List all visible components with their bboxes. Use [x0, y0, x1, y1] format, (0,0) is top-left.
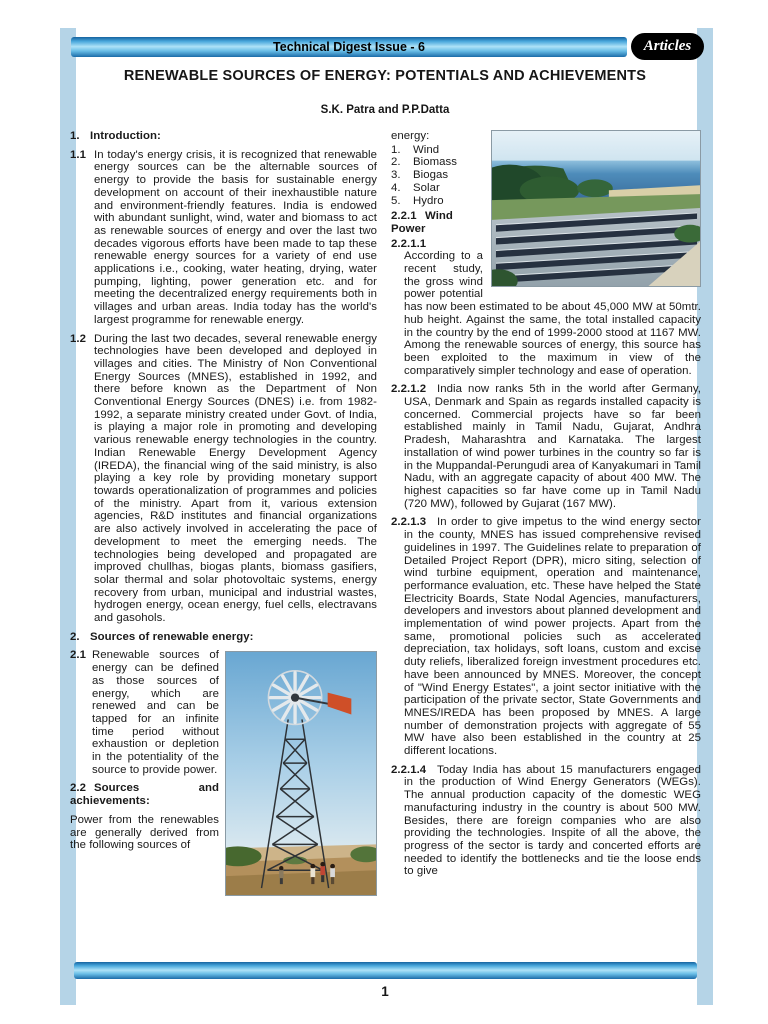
section-heading-introduction — [70, 130, 377, 143]
paragraph-text: In today's energy crisis, it is recognized that renewable energy sources can be the alternable sources of energy to provide the basis for sustainable energy development on account of their inexhaustible nature and environment-friendly features. India is endowed with abundant sunlight, wind, water and biomass to act as renewable sources of energy and over the last two decades vigorous efforts have been made to tap these renewable energy sources for a variety of end use applications i.e., cooking, water heating, drying, water pumping, lighting, power generation etc. and for meeting the decentralized energy requirements both in villages and urban areas. India today has the world's largest programme for renewable energy. — [94, 148, 377, 326]
paragraph-number: 2.2.1.1 — [391, 237, 427, 250]
paragraph-2-2-1-2 — [391, 383, 701, 510]
page-number: 1 — [381, 984, 389, 999]
paragraph-number: 2.2.1.2 — [391, 383, 427, 396]
header-bar — [71, 37, 627, 57]
column-right — [391, 130, 701, 884]
list-label: Solar — [413, 181, 440, 194]
header-title: Technical Digest Issue - 6 — [273, 40, 425, 54]
section-number: 2. — [70, 630, 80, 643]
paragraph-text: Renewable sources of energy can be defined as those sources of energy, which are renewed and can be tapped for an infinite time period without exhaustion or depletion in the potentiality of the source to provide power. — [92, 649, 219, 776]
coastal-photo — [491, 130, 701, 287]
paragraph-2-2-1-4 — [391, 764, 701, 878]
list-label: Hydro — [413, 194, 444, 207]
footer-bar — [74, 962, 697, 979]
paragraph-number: 1.2 — [70, 332, 86, 345]
paragraph-number: 2.2.1.3 — [391, 516, 427, 529]
paragraph-number: 2.2.1.4 — [391, 763, 427, 776]
section-title: Sources and achievements: — [70, 782, 219, 808]
paragraph-text: In order to give impetus to the wind energy sector in the county, MNES has issued comprehensive revised guidelines in 1997. The Guidelines relate to preparation of Detailed Project Report (DPR), micro siting, selection of wind turbine equipment, operation and maintenance, performance evaluation, etc. These have helped the State Electricity Boards, State Nodal Agencies, manufacturers, developers and investors about planned development and implementation of wind power projects. Apart from the same, promotional policies such as accelerated depreciation, tax holidays, soft loans, custom and excise duty reliefs, liberalized foreign investment procedures etc. have been announced by MNES. Moreover, the concept of "Wind Energy Estates", a joint sector initiative with the participation of the private sector, State Governments and MNES/IREDA has been proposed by MNES. A large number of demonstration projects with aggregate of 55 MW have also been established in the country at 25 different locations. — [404, 516, 701, 758]
articles-badge-label: Articles — [643, 38, 692, 54]
paragraph-1-1 — [70, 149, 377, 327]
list-number: 4. — [391, 181, 401, 194]
section-number: 2.2 — [70, 782, 86, 795]
list-number: 3. — [391, 169, 401, 182]
paragraph-number: 2.1 — [70, 649, 86, 662]
section-heading-sources — [70, 631, 377, 644]
windmill-photo — [225, 651, 377, 896]
paragraph-1-2 — [70, 333, 377, 625]
paragraph-text: India now ranks 5th in the world after Germany, USA, Denmark and Spain as regards installed capacity is concerned. Commercial projects have so far been established mainly in Tamil Nadu, Gujarat, Andhra Pradesh, Maharashtra and Karnataka. The largest installation of wind power turbines in the country so far is in the Muppandal-Perungudi area of Kanyakumari in Tamil Nadu, with an aggregate capacity of about 400 MW. The highest capacities so far have come up in Tamil Nadu (720 MW), followed by Gujarat (167 MW). — [404, 383, 701, 510]
list-number: 5. — [391, 194, 401, 207]
paragraph-power-sources: Power from the renewables are generally derived from the following sources of — [70, 813, 219, 852]
list-number: 1. — [391, 143, 401, 156]
section-title: Wind Power — [391, 210, 453, 235]
windmill-photo-image — [226, 652, 376, 895]
section-title: Introduction: — [90, 130, 161, 142]
paragraph-text: During the last two decades, several renewable energy technologies have been developed and deployed in villages and cities. The Ministry of Non Conventional Energy Sources (MNES), established in 1992, and there before known as the Department of Non Conventional Energy Sources (DNES) i.e. from 1982-1992, a separate ministry created under Govt. of India, is playing a major role in promoting and developing various renewable energy technologies in the country. Indian Renewable Energy Development Agency (IREDA), the financial wing of the said ministry, is also playing a key role by providing monetary support towards operationalization of programmes and policies of the ministry. Apart from it, various extension agencies, R&D institutes and financial organizations are also actively involved in accelerating the pace of development to meet the emerging needs. The technologies being developed and propagated are improved chullhas, biogas plants, biomass gasifiers, solar thermal and solar photovoltaic systems, energy recovery from urban, municipal and industrial wastes, hydrogen energy, ocean energy, fuel cells, electravans and gasohols. — [94, 332, 377, 625]
paragraph-number: 1.1 — [70, 148, 86, 161]
coastal-photo-image — [492, 131, 700, 286]
article-authors: S.K. Patra and P.P.Datta — [320, 104, 450, 116]
list-label: Biomass — [413, 156, 458, 169]
paragraph-text: According to a recent study, the gross wind power potential has now been estimated to be about 45,000 MW at 50mtr. hub height. Against the same, the total installed capacity in the country by the end of 1999-2000 stood at 1167 MW. Among the renewable sources of energy, this source has been exploited to the maximum in view of the comparatively simpler technology and ease of operation. — [404, 250, 701, 377]
articles-badge — [631, 33, 704, 60]
list-label: Wind — [413, 143, 440, 156]
section-number: 2.2.1 — [391, 210, 417, 223]
column-left — [70, 130, 377, 900]
section-number: 1. — [70, 130, 80, 142]
section-title: Sources of renewable energy: — [90, 630, 254, 643]
paragraph-energy-intro: energy: — [391, 130, 430, 142]
paragraph-text: Today India has about 15 manufacturers engaged in the production of Wind Energy Generators (WEGs). The annual production capacity of the domestic WEG manufacturing industry in the country is about 500 MW. Besides, there are foreign companies who are also providing the technologies. Inspite of all the above, the progress of the sector is tardy and concerted efforts are needed to identify the bottlenecks and tie the loose ends to give — [404, 763, 701, 878]
list-label: Biogas — [413, 169, 449, 182]
list-number: 2. — [391, 156, 401, 169]
article-title: RENEWABLE SOURCES OF ENERGY: POTENTIALS AND ACHIEVEMENTS — [123, 68, 647, 84]
paragraph-2-2-1-3 — [391, 516, 701, 757]
